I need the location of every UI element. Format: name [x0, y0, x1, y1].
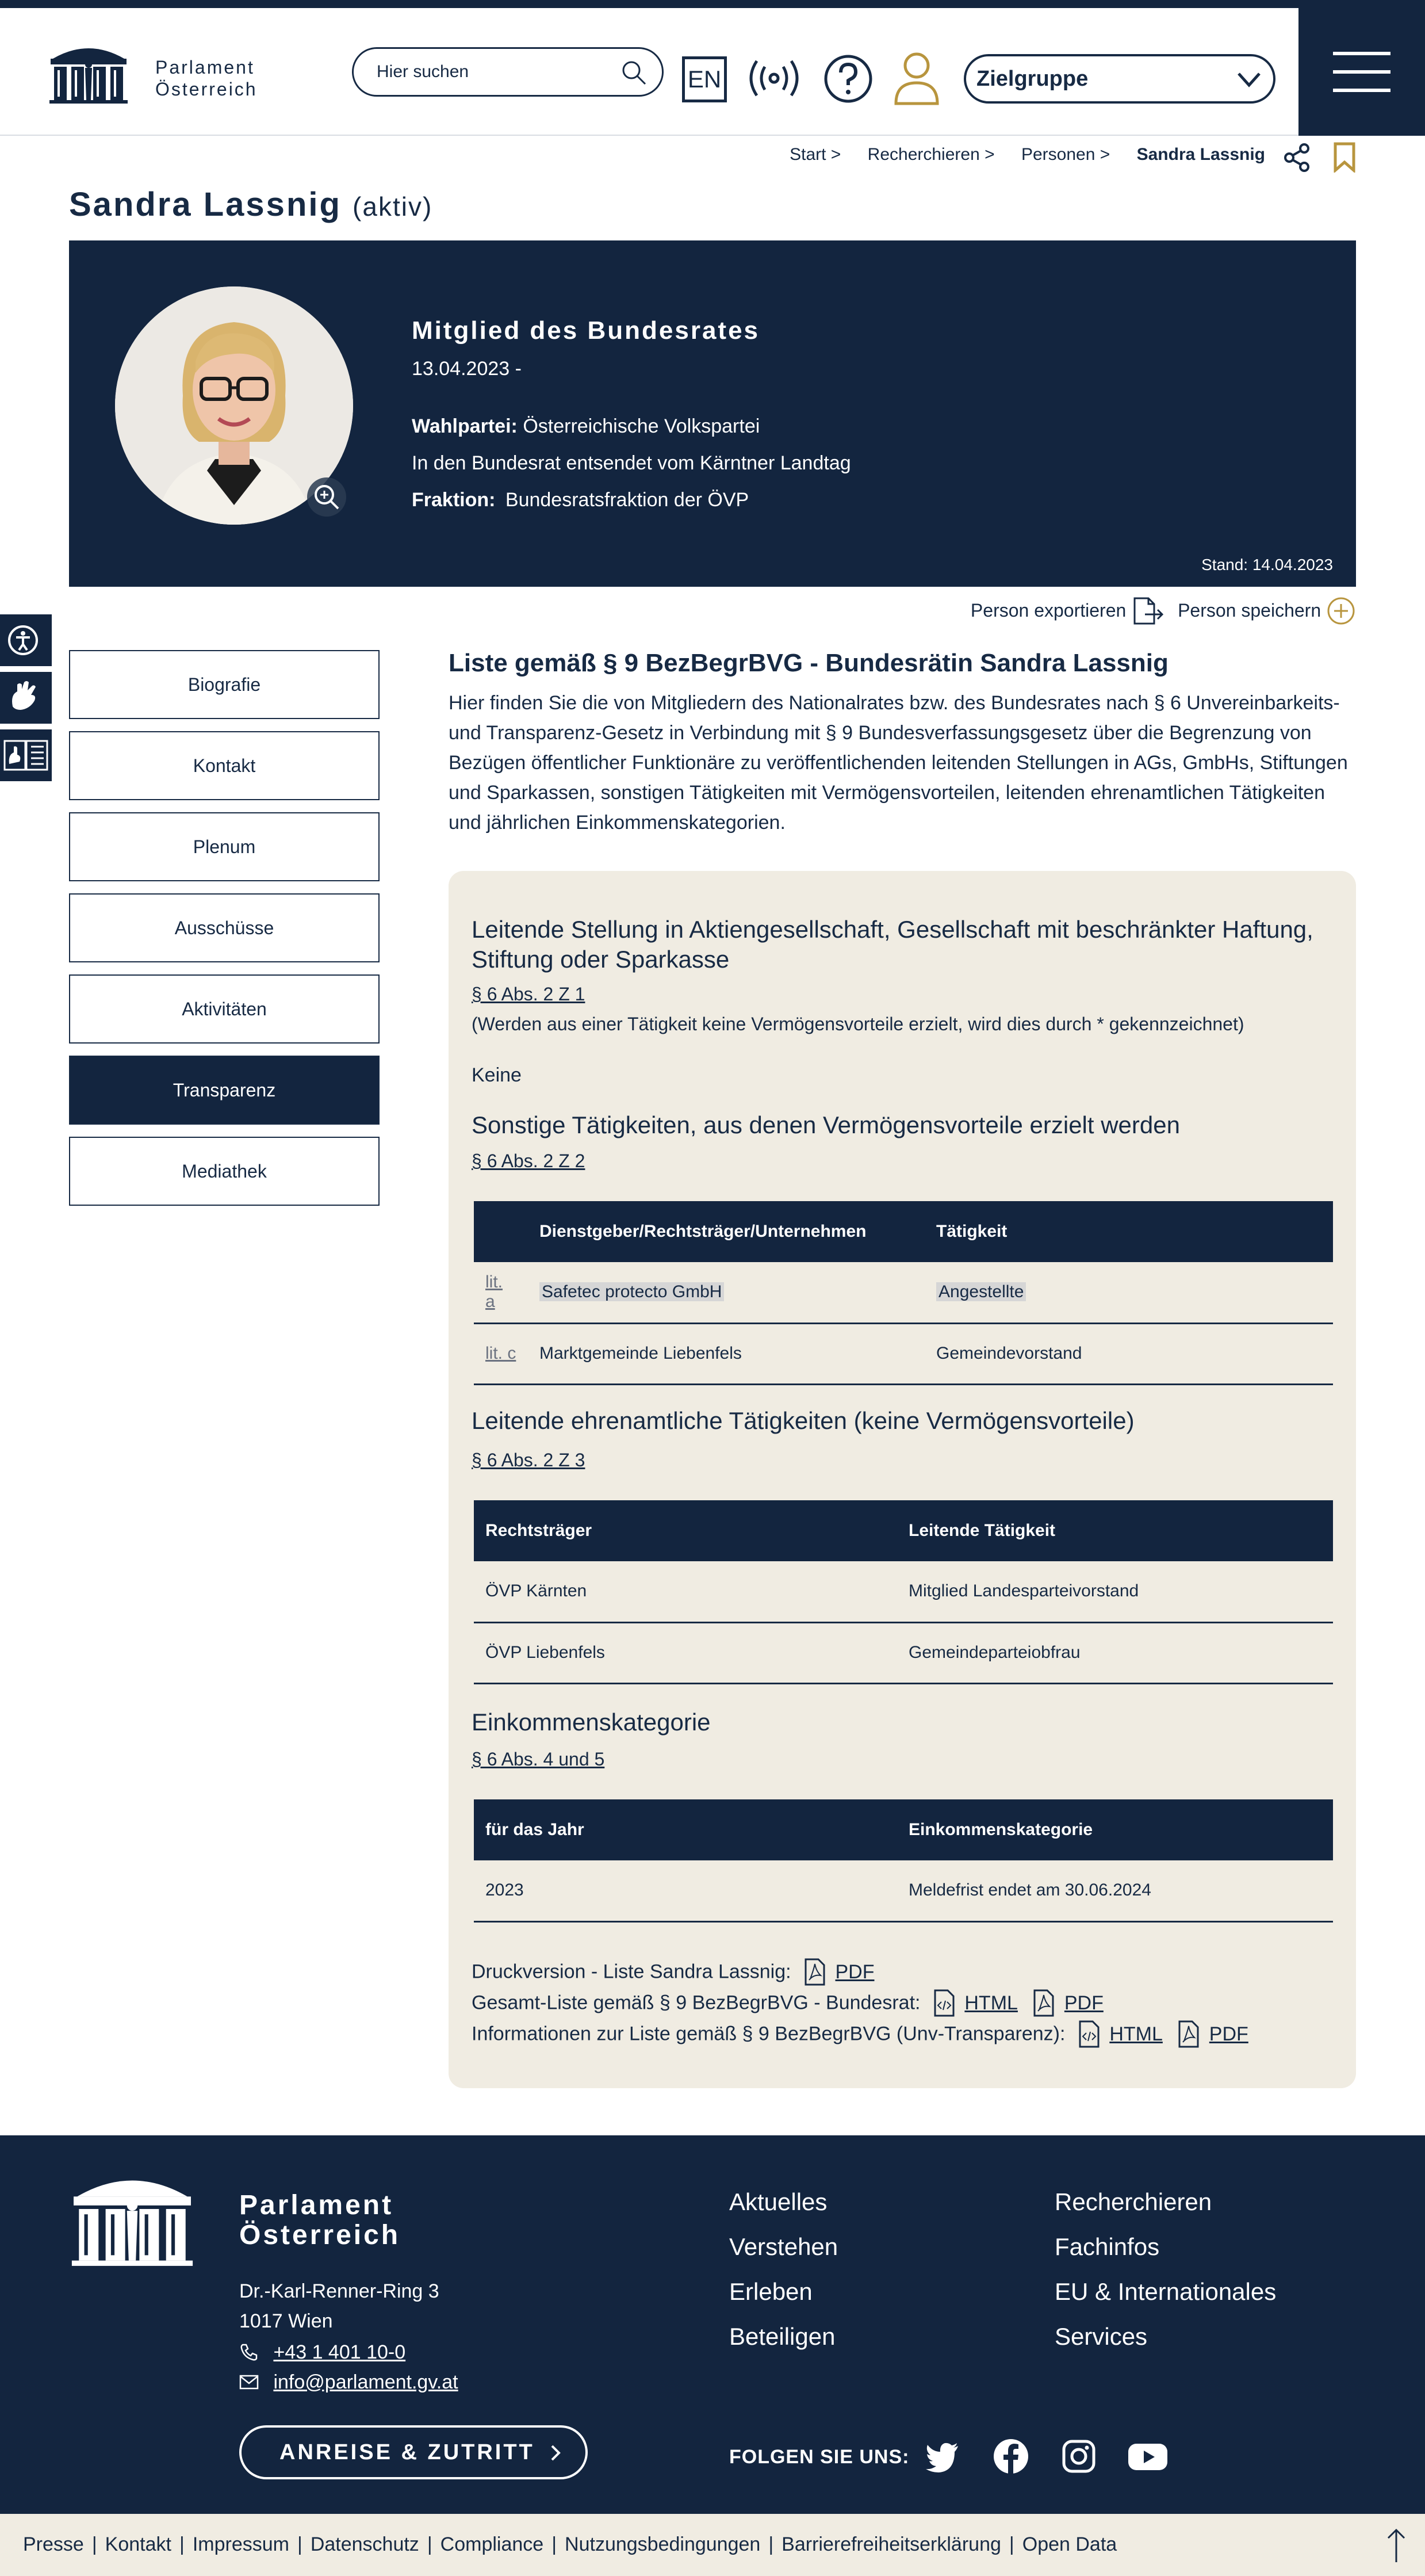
org-name: Safetec protecto GmbH	[539, 1282, 724, 1301]
table-header-cell	[474, 1201, 528, 1262]
footer-link-erleben[interactable]: Erleben	[729, 2278, 813, 2305]
person-party	[412, 415, 760, 438]
legal-link-open-data[interactable]: Open Data	[1022, 2533, 1117, 2555]
footer-name-line: Parlament	[239, 2190, 394, 2220]
search-input[interactable]	[377, 59, 607, 85]
section3-law-link[interactable]: § 6 Abs. 2 Z 3	[472, 1450, 585, 1470]
easy-language-button[interactable]	[0, 729, 52, 781]
section2-law-link[interactable]: § 6 Abs. 2 Z 2	[472, 1151, 585, 1171]
nav-transparenz[interactable]: Transparenz	[69, 1056, 380, 1125]
table-row	[474, 1860, 1333, 1921]
nav-aktivitaeten[interactable]: Aktivitäten	[69, 974, 380, 1044]
zoom-in-icon[interactable]	[306, 476, 347, 518]
mail-icon	[239, 2374, 259, 2390]
legal-link-presse[interactable]: Presse	[23, 2533, 84, 2555]
follow-us-label: FOLGEN SIE UNS:	[729, 2446, 910, 2468]
separator: |	[427, 2533, 432, 2555]
party-value: Österreichische Volkspartei	[523, 415, 760, 437]
breadcrumb-item[interactable]: Start >	[790, 145, 841, 164]
bookmark-icon[interactable]	[1333, 142, 1356, 173]
footer-address-street: Dr.-Karl-Renner-Ring 3	[239, 2280, 439, 2302]
plus-circle-icon	[1326, 596, 1356, 626]
target-group-label: Zielgruppe	[976, 67, 1089, 91]
footer-link-fachinfos[interactable]: Fachinfos	[1055, 2233, 1160, 2260]
separator: |	[1009, 2533, 1014, 2555]
table-header-cell: Leitende Tätigkeit	[897, 1500, 1333, 1561]
footer-link-recherchieren[interactable]: Recherchieren	[1055, 2188, 1212, 2215]
site-footer	[0, 2135, 1425, 2514]
nav-mediathek[interactable]: Mediathek	[69, 1137, 380, 1206]
section1-note: (Werden aus einer Tätigkeit keine Vermögensvorteile erzielt, wird dies durch * gekennzeichnet)	[472, 1014, 1244, 1034]
top-strip	[0, 0, 1425, 8]
lit-label: lit. a	[485, 1272, 503, 1312]
table-header-row	[474, 1201, 1333, 1262]
party-label: Wahlpartei:	[412, 415, 518, 437]
legal-link-compliance[interactable]: Compliance	[440, 2533, 544, 2555]
help-icon[interactable]	[823, 54, 873, 104]
download-print-row	[472, 1958, 884, 1986]
footer-link-verstehen[interactable]: Verstehen	[729, 2233, 838, 2260]
breadcrumb-item[interactable]: Personen >	[1021, 145, 1110, 164]
user-account-icon[interactable]	[892, 51, 941, 106]
instagram-icon[interactable]	[1060, 2438, 1097, 2475]
table-header-row	[474, 1799, 1333, 1860]
save-person-button[interactable]	[1178, 599, 1356, 620]
table-row	[474, 1622, 1333, 1683]
stand-date: Stand: 14.04.2023	[1201, 556, 1333, 574]
breadcrumb	[768, 145, 1265, 165]
table-row	[474, 1561, 1333, 1622]
phone-link[interactable]: +43 1 401 10-0	[273, 2341, 406, 2363]
arrival-access-button[interactable]	[239, 2425, 588, 2479]
page-title	[69, 185, 432, 224]
person-status: (aktiv)	[353, 192, 433, 221]
main-menu-button[interactable]	[1298, 8, 1425, 136]
person-since: 13.04.2023 -	[412, 358, 522, 380]
table-row	[474, 1323, 1333, 1384]
chevron-down-icon	[1236, 70, 1262, 90]
table-cell: Marktgemeinde Liebenfels	[528, 1323, 925, 1384]
sign-language-icon	[0, 672, 52, 724]
total-pdf-link[interactable]: PDF	[1064, 1992, 1104, 2014]
language-switch-button[interactable]: EN	[682, 56, 727, 102]
live-broadcast-icon[interactable]	[745, 55, 803, 101]
footer-link-aktuelles[interactable]: Aktuelles	[729, 2188, 828, 2215]
section4-law-link[interactable]: § 6 Abs. 4 und 5	[472, 1749, 605, 1769]
transparency-panel	[449, 871, 1356, 2088]
download-label: Informationen zur Liste gemäß § 9 BezBegrBVG (Unv-Transparenz):	[472, 2023, 1066, 2045]
legal-link-kontakt[interactable]: Kontakt	[105, 2533, 171, 2555]
download-info-row	[472, 2020, 1258, 2048]
accessibility-button[interactable]	[0, 614, 52, 666]
section4-title: Einkommenskategorie	[472, 1709, 711, 1736]
search-icon[interactable]	[620, 59, 647, 86]
nav-plenum[interactable]: Plenum	[69, 812, 380, 881]
print-pdf-link[interactable]: PDF	[835, 1960, 875, 1983]
legal-link-datenschutz[interactable]: Datenschutz	[310, 2533, 419, 2555]
table-header-cell: Rechtsträger	[474, 1500, 897, 1561]
menu-bar-icon	[1333, 89, 1390, 92]
download-label: Druckversion - Liste Sandra Lassnig:	[472, 1960, 791, 1983]
person-name: Sandra Lassnig	[69, 186, 342, 223]
table-header-cell: Tätigkeit	[925, 1201, 1333, 1262]
breadcrumb-current: Sandra Lassnig	[1136, 145, 1265, 164]
table-row	[474, 1262, 1333, 1323]
footer-link-beteiligen[interactable]: Beteiligen	[729, 2323, 836, 2350]
sign-language-button[interactable]	[0, 672, 52, 724]
phone-icon	[239, 2342, 259, 2362]
table-cell: Gemeindeparteiobfrau	[897, 1622, 1333, 1683]
person-actions	[971, 596, 1356, 630]
nav-biografie[interactable]: Biografie	[69, 650, 380, 719]
footer-email[interactable]	[239, 2370, 458, 2394]
separator: |	[297, 2533, 302, 2555]
lit-link[interactable]	[474, 1262, 528, 1323]
legal-link-barrierefreiheit[interactable]: Barrierefreiheitserklärung	[782, 2533, 1001, 2555]
pdf-icon	[1177, 2020, 1200, 2048]
html-icon	[1078, 2020, 1101, 2048]
info-html-link[interactable]: HTML	[1109, 2023, 1163, 2045]
separator: |	[91, 2533, 97, 2555]
activity-name: Angestellte	[936, 1282, 1026, 1301]
accessibility-icon	[0, 614, 52, 666]
table-header-cell: Dienstgeber/Rechtsträger/Unternehmen	[528, 1201, 925, 1262]
separator: |	[768, 2533, 774, 2555]
table-header-cell: für das Jahr	[474, 1799, 897, 1860]
table-cell: Mitglied Landesparteivorstand	[897, 1561, 1333, 1622]
table-cell: Meldefrist endet am 30.06.2024	[897, 1860, 1333, 1921]
person-faction	[412, 489, 749, 511]
download-label: Gesamt-Liste gemäß § 9 BezBegrBVG - Bundesrat:	[472, 1992, 921, 2014]
income-table	[474, 1799, 1333, 1923]
table-cell: ÖVP Liebenfels	[474, 1622, 897, 1683]
download-total-row	[472, 1989, 1113, 2017]
section3-title: Leitende ehrenamtliche Tätigkeiten (keine Vermögensvorteile)	[472, 1407, 1135, 1434]
easy-language-icon	[0, 729, 52, 781]
site-header	[0, 8, 1425, 136]
faction-label: Fraktion:	[412, 489, 496, 511]
export-icon	[1131, 596, 1164, 626]
section1-title: Leitende Stellung in Aktiengesellschaft, Gesellschaft mit beschränkter Haftung, Stiftung oder Sparkasse	[472, 916, 1313, 973]
youtube-icon[interactable]	[1127, 2438, 1169, 2475]
table-cell: Gemeindevorstand	[925, 1323, 1333, 1384]
arrival-access-label: ANREISE & ZUTRITT	[279, 2440, 535, 2464]
facebook-icon[interactable]	[993, 2438, 1029, 2475]
legal-link-impressum[interactable]: Impressum	[192, 2533, 289, 2555]
faction-value: Bundesratsfraktion der ÖVP	[505, 489, 749, 511]
footer-phone[interactable]	[239, 2340, 405, 2364]
lit-link[interactable]	[474, 1323, 528, 1384]
search-box	[352, 47, 664, 97]
menu-bar-icon	[1333, 70, 1390, 74]
person-sent-by: In den Bundesrat entsendet vom Kärntner Landtag	[412, 452, 851, 474]
honorary-table	[474, 1500, 1333, 1684]
person-role: Mitglied des Bundesrates	[412, 316, 760, 345]
section1-law-link[interactable]: § 6 Abs. 2 Z 1	[472, 984, 585, 1004]
footer-org-name	[239, 2191, 400, 2250]
footer-address-city: 1017 Wien	[239, 2310, 333, 2332]
export-label: Person exportieren	[970, 600, 1127, 621]
arrow-up-icon[interactable]	[1385, 2527, 1408, 2563]
section-heading: Liste gemäß § 9 BezBegrBVG - Bundesrätin Sandra Lassnig	[449, 649, 1169, 677]
section-intro: Hier finden Sie die von Mitgliedern des Nationalrates bzw. des Bundesrates nach § 6 Unvereinbarkeits- und Transparenz-Gesetz in Verbindung mit § 9 Bundesverfassungsgesetz über die Begrenzung von Bezügen öffentlicher Funktionäre zu veröffentlichenden leitenden Stellungen in AGs, GmbHs, Stiftungen und Sparkassen, sonstigen Tätigkeiten mit Vermögensvorteilen, leitenden ehrenamtlichen Tätigkeiten und jährlichen Einkommenskategorien.	[449, 692, 1348, 834]
footer-link-services[interactable]: Services	[1055, 2323, 1148, 2350]
parliament-logo-icon[interactable]	[48, 41, 129, 105]
section1-value: Keine	[472, 1064, 522, 1086]
parliament-logo-icon[interactable]	[69, 2170, 196, 2268]
html-icon	[933, 1989, 956, 2017]
menu-bar-icon	[1333, 52, 1390, 55]
share-icon[interactable]	[1284, 143, 1311, 173]
legal-link-nutzungsbedingungen[interactable]: Nutzungsbedingungen	[565, 2533, 761, 2555]
pdf-icon	[1032, 1989, 1055, 2017]
footer-name-line: Österreich	[239, 2220, 401, 2250]
table-cell	[925, 1262, 1333, 1323]
twitter-icon[interactable]	[924, 2438, 960, 2475]
total-html-link[interactable]: HTML	[964, 1992, 1018, 2014]
table-cell	[528, 1262, 925, 1323]
footer-link-eu-international[interactable]: EU & Internationales	[1055, 2278, 1277, 2305]
nav-ausschuesse[interactable]: Ausschüsse	[69, 893, 380, 962]
breadcrumb-item[interactable]: Recherchieren >	[867, 145, 995, 164]
legal-links	[23, 2533, 1117, 2556]
activities-table	[474, 1201, 1333, 1385]
pdf-icon	[803, 1958, 826, 1986]
save-label: Person speichern	[1178, 600, 1321, 621]
lit-label: lit. c	[485, 1344, 516, 1363]
info-pdf-link[interactable]: PDF	[1209, 2023, 1248, 2045]
section2-title: Sonstige Tätigkeiten, aus denen Vermögensvorteile erzielt werden	[472, 1111, 1180, 1138]
table-cell: ÖVP Kärnten	[474, 1561, 897, 1622]
target-group-select[interactable]	[964, 54, 1275, 104]
separator: |	[551, 2533, 557, 2555]
logo-text[interactable]	[155, 56, 258, 100]
email-link[interactable]: info@parlament.gv.at	[273, 2371, 458, 2393]
table-header-cell: Einkommenskategorie	[897, 1799, 1333, 1860]
person-hero	[69, 240, 1356, 587]
table-cell: 2023	[474, 1860, 897, 1921]
legal-bar	[0, 2514, 1425, 2576]
nav-kontakt[interactable]: Kontakt	[69, 731, 380, 800]
export-person-button[interactable]	[971, 599, 1170, 620]
separator: |	[179, 2533, 185, 2555]
logo-line-1: Parlament	[155, 57, 255, 78]
chevron-right-icon	[549, 2444, 562, 2462]
logo-line-2: Österreich	[155, 79, 258, 100]
table-header-row	[474, 1500, 1333, 1561]
